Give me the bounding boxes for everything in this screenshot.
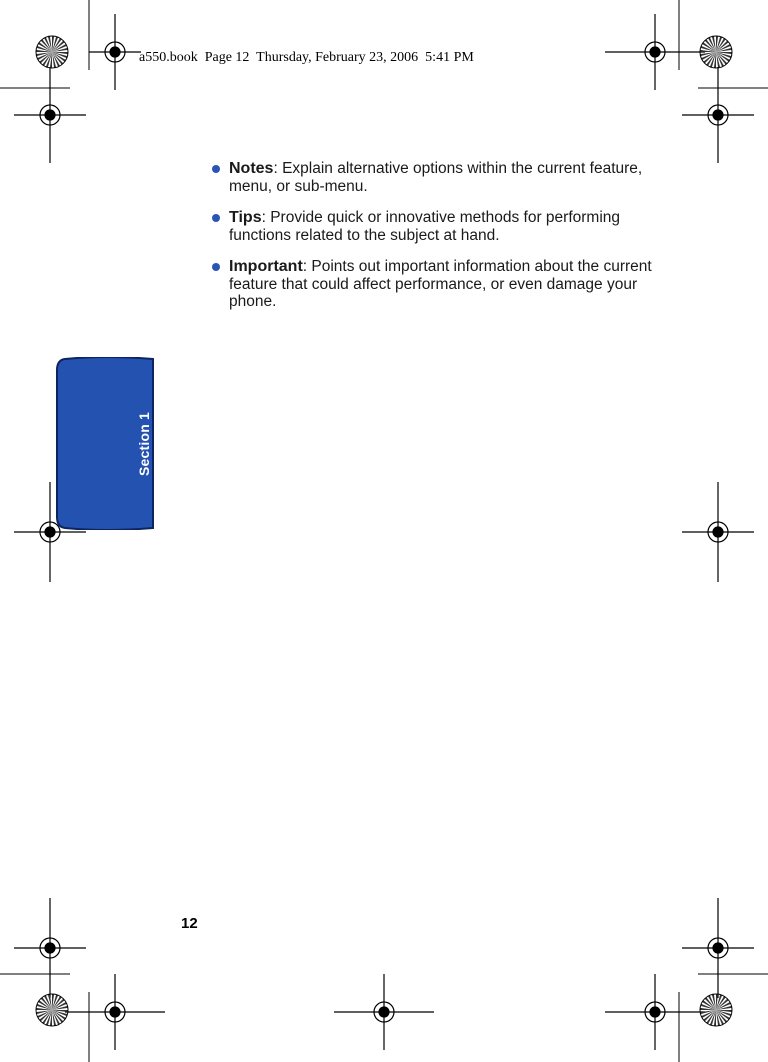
print-header: a550.book Page 12 Thursday, February 23, 2006 5:41 PM [139,50,474,65]
bullet-text: : Provide quick or innovative methods for performing functions related to the subject at hand. [229,209,621,244]
bullet-important [212,258,652,311]
bullet-term: Notes [229,160,274,177]
bullet-text: : Explain alternative options within the current feature, menu, or sub-menu. [229,160,643,195]
registration-mark-icon [605,974,705,1050]
bullet-text: : Points out important information about the current feature that could affect performance, or even damage your phone. [229,258,652,310]
registration-mark-icon [334,974,434,1050]
registration-mark-icon [682,67,754,163]
bullet-term: Important [229,258,303,275]
bullet-dot-icon [212,263,220,271]
bullet-dot-icon [212,165,220,173]
starburst-target-icon [36,994,68,1026]
registration-mark-icon [682,482,754,582]
registration-mark-icon [14,67,86,163]
bullet-list [212,160,652,325]
bullet-dot-icon [212,214,220,222]
registration-mark-icon [14,898,86,998]
starburst-target-icon [700,36,732,68]
registration-mark-icon [89,14,141,90]
bullet-term: Tips [229,209,262,226]
registration-mark-icon [682,898,754,998]
section-tab-label: Section 1 [136,411,152,477]
bullet-tips [212,209,652,244]
registration-mark-icon [605,14,705,90]
page-number: 12 [181,915,198,932]
starburst-target-icon [36,36,68,68]
registration-mark-icon [65,974,165,1050]
starburst-target-icon [700,994,732,1026]
bullet-notes [212,160,652,195]
